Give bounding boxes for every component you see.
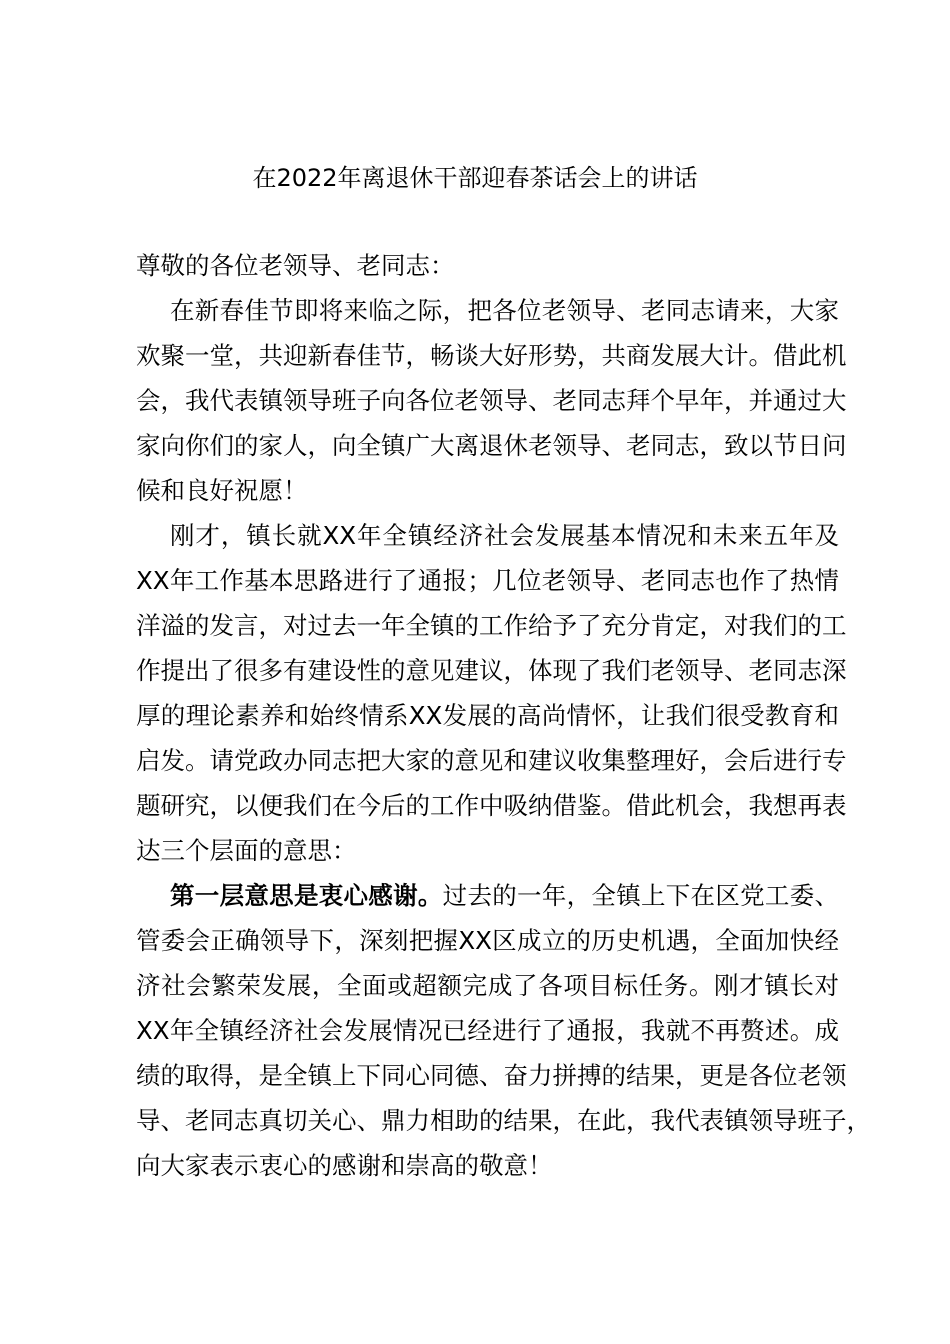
paragraph-3-line-3: 济社会繁荣发展，全面或超额完成了各项目标任务。刚才镇长对	[136, 971, 839, 1000]
paragraph-3-line-5: 绩的取得，是全镇上下同心同德、奋力拼搏的结果，更是各位老领	[136, 1061, 847, 1090]
paragraph-1-line-2: 欢聚一堂，共迎新春佳节，畅谈大好形势，共商发展大计。借此机	[136, 341, 847, 370]
paragraph-2-line-8: 达三个层面的意思：	[136, 836, 357, 865]
document-body	[136, 243, 871, 1188]
paragraph-2-line-2: XX年工作基本思路进行了通报；几位老领导、老同志也作了热情	[136, 566, 839, 595]
paragraph-2-line-4: 作提出了很多有建设性的意见建议，体现了我们老领导、老同志深	[136, 656, 847, 685]
paragraph-3-bold-lead: 第一层意思是衷心感谢。	[170, 881, 443, 910]
salutation: 尊敬的各位老领导、老同志：	[136, 251, 455, 280]
paragraph-2-line-5: 厚的理论素养和始终情系XX发展的高尚情怀，让我们很受教育和	[136, 701, 839, 730]
paragraph-2-line-1: 刚才，镇长就XX年全镇经济社会发展基本情况和未来五年及	[170, 521, 839, 550]
paragraph-1-line-5: 候和良好祝愿！	[136, 476, 308, 505]
paragraph-3-line-2: 管委会正确领导下，深刻把握XX区成立的历史机遇，全面加快经	[136, 926, 839, 955]
paragraph-3-line-6: 导、老同志真切关心、鼎力相助的结果，在此，我代表镇领导班子，	[136, 1106, 871, 1135]
paragraph-2-line-3: 洋溢的发言，对过去一年全镇的工作给予了充分肯定，对我们的工	[136, 611, 847, 640]
paragraph-1-line-1: 在新春佳节即将来临之际，把各位老领导、老同志请来，大家	[170, 296, 839, 325]
paragraph-3-line-1	[136, 873, 839, 918]
paragraph-1-line-3: 会，我代表镇领导班子向各位老领导、老同志拜个早年，并通过大	[136, 386, 847, 415]
paragraph-3-line-4: XX年全镇经济社会发展情况已经进行了通报，我就不再赘述。成	[136, 1016, 839, 1045]
paragraph-2-line-6: 启发。请党政办同志把大家的意见和建议收集整理好，会后进行专	[136, 746, 847, 775]
paragraph-3-line-7: 向大家表示衷心的感谢和崇高的敬意！	[136, 1151, 553, 1180]
document-title: 在2022年离退休干部迎春茶话会上的讲话	[252, 164, 698, 192]
paragraph-1-line-4: 家向你们的家人，向全镇广大离退休老领导、老同志，致以节日问	[136, 431, 847, 460]
paragraph-3-line-1-text: 过去的一年，全镇上下在区党工委、	[442, 881, 839, 910]
paragraph-2-line-7: 题研究，以便我们在今后的工作中吸纳借鉴。借此机会，我想再表	[136, 791, 847, 820]
